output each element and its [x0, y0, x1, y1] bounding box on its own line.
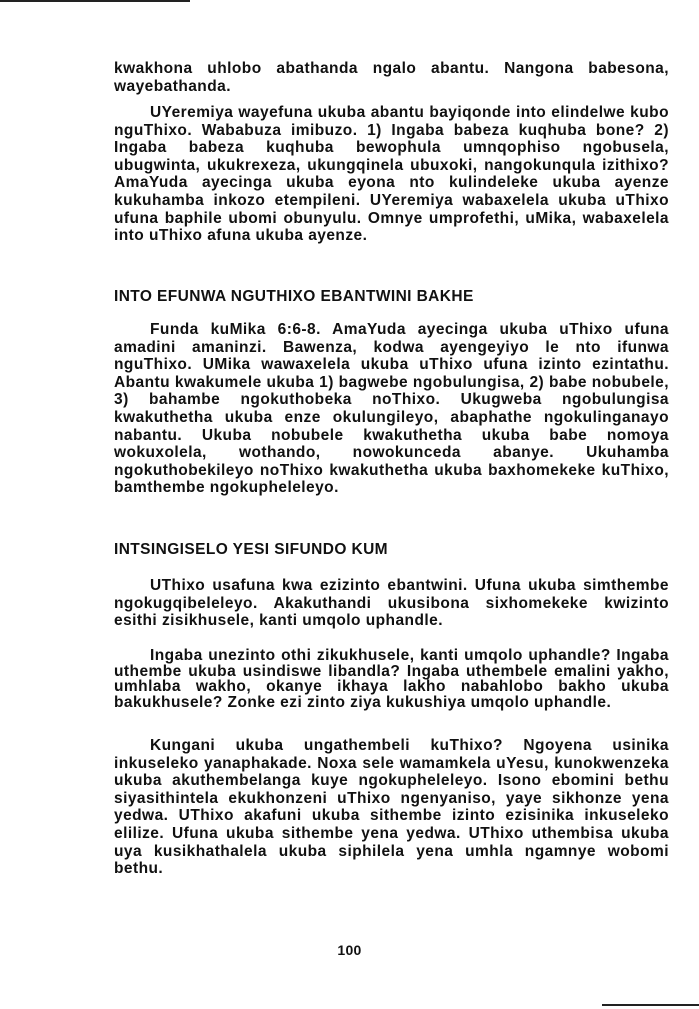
section-heading-1	[114, 288, 669, 306]
paragraph-4-text: UThixo usafuna kwa ezizinto ebantwini. Ufuna ukuba simthembe ngokugqibeleleyo. Akakuthandi ukusibona sixhomekeke kwizinto esithi zisikhusele, kanti umqolo uphandle.	[114, 577, 669, 630]
paragraph-thixo-usafuna	[114, 577, 669, 630]
paragraph-kungani	[114, 737, 669, 878]
paragraph-3-text: Funda kuMika 6:6-8. AmaYuda ayecinga ukuba uThixo ufuna amadini amaninzi. Bawenza, kodwa ayengeyiyo le nto ifunwa nguThixo. UMika wawaxelela ukuba uThixo ufuna izinto ezintathu. Abantu kwakumele ukuba 1) bagwebe ngobulungisa, 2) babe nobubele, 3) bahambe ngokuthobeka noThixo. Ukugweba ngobulungisa kwakuthetha ukuba enze okulungileyo, abaphathe ngokulinganayo nabantu. Ukuba nobubele kwakuthetha ukuba babe nomoya wokuxolela, wothando, nowokunceda abanye. Ukuhamba ngokuthobekileyo noThixo kwakuthetha ukuba baxhomekeke kuThixo, bamthembe ngokupheleleyo.	[114, 321, 669, 497]
paragraph-5-text: Ingaba unezinto othi zikukhusele, kanti umqolo uphandle? Ingaba uthembe ukuba usindiswe libandla? Ingaba uthembele emalini yakho, umhlaba wakho, okanye ikhaya lakho nabahlobo bakho ukuba bakukhusele? Zonke ezi zinto ziya kukushiya umqolo uphandle.	[114, 647, 669, 711]
paragraph-ingaba	[114, 648, 669, 710]
heading-1-text: INTO EFUNWA NGUTHIXO EBANTWINI BAKHE	[114, 288, 474, 305]
top-edge-line	[0, 0, 190, 2]
paragraph-2-text: UYeremiya wayefuna ukuba abantu bayiqonde into elindelwe kubo nguThixo. Wababuza imibuzo. 1) Ingaba babeza kuqhuba bone? 2) Ingaba babeza kuqhuba bewophula umnqophiso ngobusela, ubugwinta, ukukrexeza, ukungqinela ubuxoki, nangokunqula izithixo? AmaYuda ayecinga ukuba eyona nto kulindeleke ukuba ayenze kukuhamba inkozo etempileni. UYeremiya wabaxelela ukuba uThixo ufuna baphile ubomi obunyulu. Omnye umprofethi, uMika, wabaxelela into uThixo afuna ukuba ayenze.	[114, 104, 669, 245]
bottom-edge-line	[602, 1004, 699, 1006]
paragraph-yeremiya	[114, 104, 669, 245]
heading-2-text: INTSINGISELO YESI SIFUNDO KUM	[114, 541, 388, 558]
paragraph-mika	[114, 321, 669, 497]
section-heading-2	[114, 541, 669, 559]
paragraph-continuation	[114, 60, 669, 95]
paragraph-1-text: kwakhona uhlobo abathanda ngalo abantu. Nangona babesona, wayebathanda.	[114, 60, 669, 95]
page-number: 100	[337, 942, 362, 958]
paragraph-6-text: Kungani ukuba ungathembeli kuThixo? Ngoyena usinika inkuseleko yanaphakade. Noxa sele wamamkela uYesu, kunokwenzeka ukuba akuthembelanga kuye ngokupheleleyo. Isono ebomini bethu siyasithintela ekukhonzeni uThixo ngenyaniso, yaye sikhonze yena yedwa. UThixo akafuni ukuba sithembe izinto ezisinika inkuseleko elilize. Ufuna ukuba sithembe yena yedwa. UThixo uthembisa ukuba uya kusikhathalela ukuba siphilela yena umhla ngamnye wobomi bethu.	[114, 737, 669, 878]
